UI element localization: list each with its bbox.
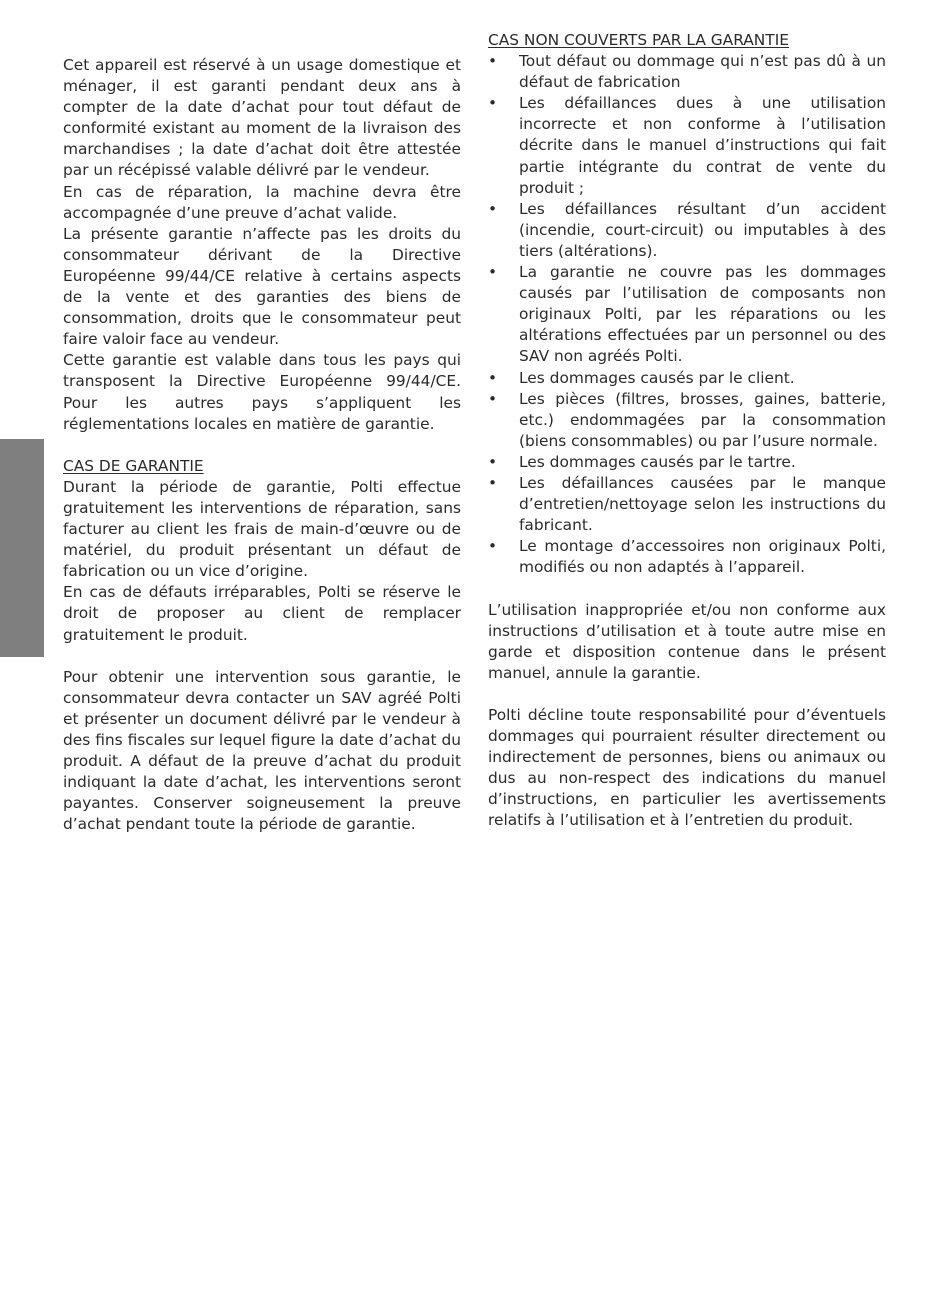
spacer [488,578,886,599]
misuse-paragraph: L’utilisation inappropriée et/ou non conforme aux instructions d’utilisation et à toute autre mise en garde et disposition contenue dans le présent manuel, annule la garantie. [488,600,886,682]
list-item-text: Les pièces (filtres, brosses, gaines, batterie, etc.) endommagées par la consommation (biens consommables) ou par l’usure normale. [519,389,886,450]
list-item [488,536,886,578]
list-item-text: Les défaillances résultant d’un accident (incendie, court-circuit) ou imputables à des tiers (altérations). [519,199,886,260]
spacer [63,435,461,456]
list-item-text: Les dommages causés par le tartre. [519,452,796,471]
bullet-icon: • [488,473,498,492]
list-item-text: La garantie ne couvre pas les dommages causés par l’utilisation de composants non originaux Polti, par les réparations ou les altérations effectuées par un personnel ou des SAV non agréés Polti. [519,263,886,366]
intro-paragraph: En cas de réparation, la machine devra être accompagnée d’une preuve d’achat valide. [63,182,461,222]
list-item [488,51,886,93]
bullet-icon: • [488,537,498,556]
list-item [488,389,886,452]
intro-paragraph: La présente garantie n’affecte pas les droits du consommateur dérivant de la Directive Européenne 99/44/CE relative à certains aspects de la vente et des garanties des biens de consommation, droits que le consommateur peut faire valoir face au vendeur. [63,224,461,349]
list-item-text: Tout défaut ou dommage qui n’est pas dû à un défaut de fabrication [519,52,886,92]
list-item [488,199,886,262]
exclusions-heading: CAS NON COUVERTS PAR LA GARANTIE [488,31,789,49]
list-item-text: Les défaillances dues à une utilisation incorrecte et non conforme à l’utilisation décrite dans le manuel d’instructions qui fait partie intégrante du contrat de vente du produit ; [519,94,886,197]
list-item [488,93,886,198]
list-item-text: Le montage d’accessoires non originaux Polti, modifiés ou non adaptés à l’appareil. [519,537,886,577]
exclusions-list [488,51,886,578]
side-tab-marker [0,439,44,657]
liability-paragraph: Polti décline toute responsabilité pour d’éventuels dommages qui pourraient résulter directement ou indirectement de personnes, biens ou animaux ou dus au non-respect des indications du manuel d’instructions, en particulier les avertissements relatifs à l’utilisation et à l’entretien du produit. [488,706,886,830]
list-item-text: Les défaillances causées par le manque d’entretien/nettoyage selon les instructions du fabricant. [519,473,886,535]
right-column [488,30,886,832]
list-item [488,452,886,473]
intro-paragraph: Cette garantie est valable dans tous les pays qui transposent la Directive Européenne 99/44/CE. Pour les autres pays s’appliquent les réglementations locales en matière de garantie. [63,351,461,433]
list-item [488,473,886,536]
bullet-icon: • [488,389,498,408]
list-item-text: Les dommages causés par le client. [519,368,795,387]
bullet-icon: • [488,263,498,282]
bullet-icon: • [488,368,498,387]
left-column [63,55,461,835]
warranty-paragraph: Durant la période de garantie, Polti effectue gratuitement les interventions de réparation, sans facturer au client les frais de main-d’œuvre ou de matériel, du produit présentant un défaut de fabrication ou un vice d’origine. [63,477,461,581]
bullet-icon: • [488,94,498,113]
spacer [488,684,886,705]
bullet-icon: • [488,452,498,471]
spacer [63,646,461,667]
list-item [488,262,886,367]
service-paragraph: Pour obtenir une intervention sous garantie, le consommateur devra contacter un SAV agréé Polti et présenter un document délivré par le vendeur à des fins fiscales sur lequel figure la date d’achat du produit. A défaut de la preuve d’achat du produit indiquant la date d’achat, les interventions seront payantes. Conserver soigneusement la preuve d’achat pendant toute la période de garantie. [63,667,461,834]
bullet-icon: • [488,52,498,71]
intro-paragraph: Cet appareil est réservé à un usage domestique et ménager, il est garanti pendant deux ans à compter de la date d’achat pour tout défaut de conformité existant au moment de la livraison des marchandises ; la date d’achat doit être attestée par un récépissé valable délivré par le vendeur. [63,56,461,180]
bullet-icon: • [488,199,498,218]
warranty-paragraph: En cas de défauts irréparables, Polti se réserve le droit de proposer au client de remplacer gratuitement le produit. [63,583,461,644]
list-item [488,368,886,389]
warranty-heading: CAS DE GARANTIE [63,456,204,475]
